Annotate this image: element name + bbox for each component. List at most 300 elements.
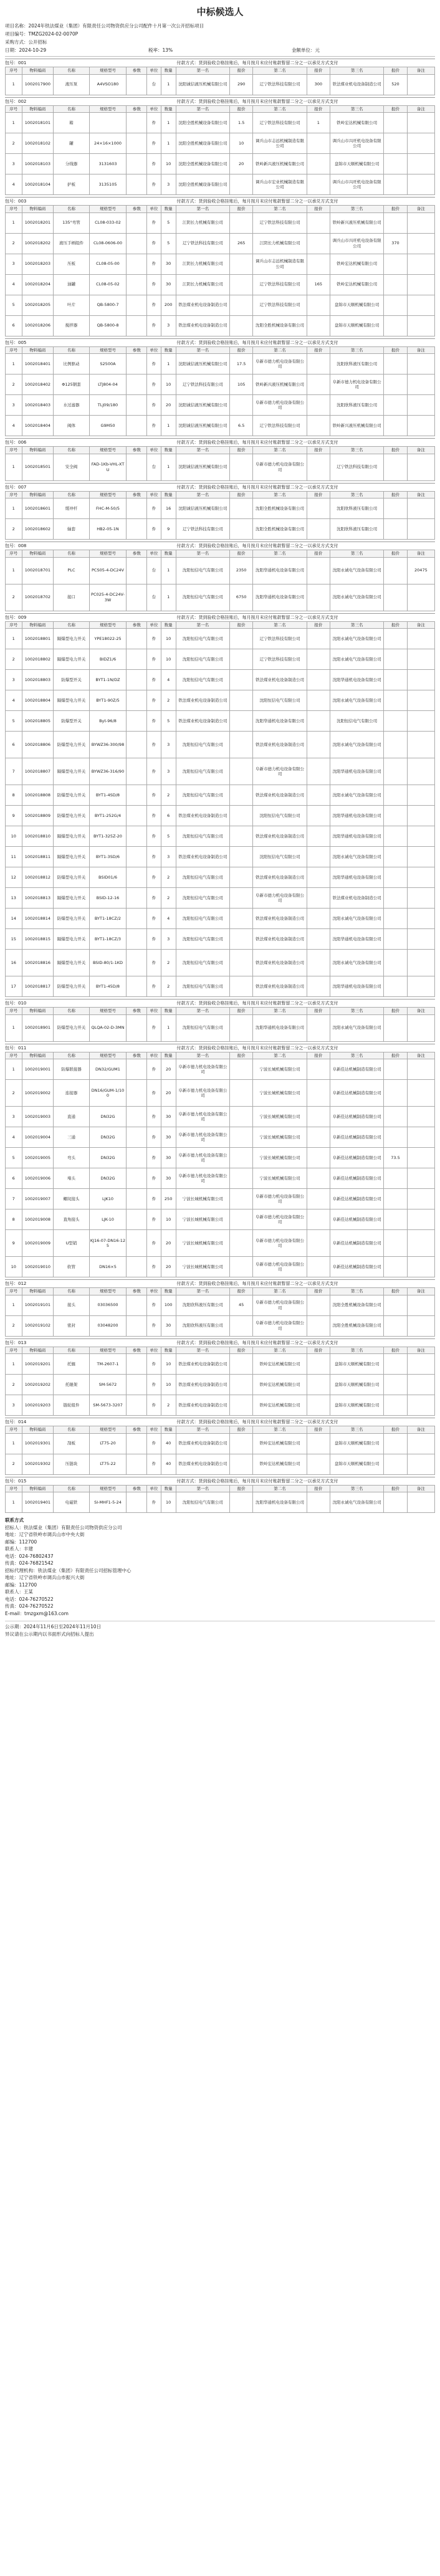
table-row — [6, 1168, 435, 1189]
cell-tp — [384, 909, 408, 929]
cell-tp — [384, 826, 408, 847]
agent-fax: 传真：024-76270522 — [5, 1603, 54, 1609]
cell-qty: 200 — [161, 295, 176, 315]
cell-second: 铁法煤业机电设备制造公司 — [253, 826, 307, 847]
cell-name: Φ125钢套 — [54, 374, 89, 395]
table-row — [6, 1127, 435, 1148]
header-param: 参数 — [127, 67, 147, 75]
cell-first: 宁波长城机械有限公司 — [176, 1257, 229, 1277]
cell-sp — [307, 1492, 330, 1513]
cell-second: 铁岭宏达机械有限公司 — [253, 1375, 307, 1395]
cell-code: 1002018801 — [22, 629, 54, 649]
header-first-price: 报价 — [229, 1288, 253, 1295]
cell-unit: 件 — [147, 295, 161, 315]
cell-qty: 9 — [161, 519, 176, 540]
cell-unit: 件 — [147, 867, 161, 888]
cell-code: 1002019007 — [22, 1189, 54, 1209]
cell-unit: 件 — [147, 649, 161, 670]
cell-sp — [307, 909, 330, 929]
header-third-price: 报价 — [384, 1426, 408, 1434]
cell-qty: 2 — [161, 785, 176, 806]
cell-spec: BSID01/6 — [89, 867, 127, 888]
cell-tp — [384, 711, 408, 732]
cell-unit: 件 — [147, 1230, 161, 1257]
cell-qty: 1 — [161, 74, 176, 95]
cell-tp — [384, 212, 408, 233]
cell-seq: 1 — [6, 454, 22, 480]
cell-spec: FAD-1Kb-VHL-XTU — [89, 454, 127, 480]
cell-unit: 台 — [147, 74, 161, 95]
cell-third: 沈阳永诚电气设备有限公司 — [330, 785, 384, 806]
package-table — [5, 550, 435, 611]
cell-note — [407, 1059, 434, 1080]
header-seq: 序号 — [6, 206, 22, 213]
table-row — [6, 1354, 435, 1375]
table-row — [6, 1014, 435, 1041]
cell-code: 1002018602 — [22, 519, 54, 540]
cell-param — [127, 557, 147, 584]
payment-terms: 付款方式：货到验收合格挂账后，每月按月末应付账款暂留二分之一以承兑方式支付 — [176, 440, 338, 445]
package-number: 包号：006 — [5, 440, 27, 445]
payment-terms: 付款方式：货到验收合格挂账后，每月按月末应付账款暂留二分之一以承兑方式支付 — [176, 1001, 338, 1006]
cell-tp — [384, 1168, 408, 1189]
cell-second: 沈阳全胜机械设备有限公司 — [253, 519, 307, 540]
cell-note — [407, 254, 434, 274]
cell-sp — [307, 826, 330, 847]
header-qty: 数量 — [161, 621, 176, 629]
header-note: 备注 — [407, 621, 434, 629]
cell-unit: 件 — [147, 374, 161, 395]
cell-spec: SM-5673-3207 — [89, 1395, 127, 1416]
cell-sp — [307, 212, 330, 233]
cell-seq: 1 — [6, 212, 22, 233]
cell-unit: 件 — [147, 711, 161, 732]
cell-second: 沈阳华通机电设备有限公司 — [253, 557, 307, 584]
cell-param — [127, 74, 147, 95]
cell-fp — [229, 212, 253, 233]
cell-note — [407, 74, 434, 95]
header-name: 名称 — [54, 206, 89, 213]
tenderer-fax: 传真：024-76821542 — [5, 1560, 54, 1566]
header-second-price: 报价 — [307, 550, 330, 558]
cell-first: 沈阳诚信液压机械有限公司 — [176, 354, 229, 374]
cell-fp — [229, 519, 253, 540]
cell-third: 调兵山市兴旺机电设备有限公司 — [330, 133, 384, 154]
cell-param — [127, 1295, 147, 1315]
header-param: 参数 — [127, 1347, 147, 1354]
table-row — [6, 1230, 435, 1257]
header-note: 备注 — [407, 1485, 434, 1492]
agent-email[interactable]: E-mail：tmzgxm@163.com — [5, 1610, 69, 1616]
table-row — [6, 315, 435, 336]
header-seq: 序号 — [6, 550, 22, 558]
cell-note — [407, 1209, 434, 1230]
cell-second: 沈阳恒信电气有限公司 — [253, 847, 307, 867]
cell-seq: 14 — [6, 909, 22, 929]
cell-spec: BYT1-1N/DZ — [89, 670, 127, 690]
cell-unit: 件 — [147, 806, 161, 826]
cell-unit: 件 — [147, 1354, 161, 1375]
cell-param — [127, 929, 147, 950]
header-second: 第二名 — [253, 1426, 307, 1434]
project-name: 项目名称：2024年铁法煤业（集团）有限责任公司物资供应分公司配件十月第一次公开招标项目 — [5, 23, 204, 29]
header-first: 第一名 — [176, 105, 229, 113]
cell-name: 防爆型电力开关 — [54, 976, 89, 997]
cell-seq: 6 — [6, 315, 22, 336]
cell-qty: 30 — [161, 274, 176, 295]
header-unit: 单位 — [147, 1052, 161, 1059]
cell-fp: 45 — [229, 1295, 253, 1315]
cell-third: 沈阳永诚电气设备有限公司 — [330, 1014, 384, 1041]
cell-second: 宁波长城机械有限公司 — [253, 1148, 307, 1168]
package-table — [5, 621, 435, 998]
cell-name: 搅拌器 — [54, 315, 89, 336]
cell-tp — [384, 1189, 408, 1209]
tenderer-address: 地址：辽宁省铁岭市调兵山市中央大街 — [5, 1532, 85, 1537]
project-meta — [5, 22, 435, 57]
package-number: 包号：015 — [5, 1478, 27, 1484]
cell-sp — [307, 1209, 330, 1230]
cell-fp: 20 — [229, 154, 253, 174]
cell-spec: BSID-80/1-1KD — [89, 950, 127, 976]
cell-fp — [229, 1354, 253, 1375]
package — [5, 1279, 435, 1337]
cell-qty: 2 — [161, 690, 176, 711]
cell-unit: 件 — [147, 254, 161, 274]
package-table — [5, 205, 435, 336]
cell-note — [407, 950, 434, 976]
cell-sp: 165 — [307, 274, 330, 295]
cell-first: 沈阳恒信电气有限公司 — [176, 950, 229, 976]
cell-qty: 20 — [161, 1080, 176, 1107]
header-seq: 序号 — [6, 1008, 22, 1015]
cell-unit: 件 — [147, 1080, 161, 1107]
cell-spec: BYT1-45D/8 — [89, 976, 127, 997]
cell-code: 1002019202 — [22, 1375, 54, 1395]
package — [5, 483, 435, 540]
cell-param — [127, 758, 147, 785]
table-row — [6, 1375, 435, 1395]
cell-note — [407, 847, 434, 867]
cell-seq: 4 — [6, 174, 22, 195]
header-code: 物料编码 — [22, 1008, 54, 1015]
cell-spec: LT75-22 — [89, 1454, 127, 1474]
cell-unit: 件 — [147, 976, 161, 997]
cell-first: 沈阳欣科液压有限公司 — [176, 1315, 229, 1336]
package-header — [5, 1279, 435, 1287]
cell-sp — [307, 133, 330, 154]
contact-section — [5, 1517, 435, 1617]
cell-tp — [384, 806, 408, 826]
package-table — [5, 1007, 435, 1042]
header-code: 物料编码 — [22, 491, 54, 499]
cell-param — [127, 1230, 147, 1257]
cell-seq: 2 — [6, 649, 22, 670]
cell-param — [127, 274, 147, 295]
cell-tp — [384, 1014, 408, 1041]
header-note: 备注 — [407, 1052, 434, 1059]
agent-person: 联系人：王某 — [5, 1589, 33, 1595]
cell-spec: TLJ09/180 — [89, 395, 127, 416]
cell-name: 托辊 — [54, 1354, 89, 1375]
header-name: 名称 — [54, 491, 89, 499]
cell-seq: 6 — [6, 732, 22, 758]
header-qty: 数量 — [161, 1347, 176, 1354]
cell-sp — [307, 1354, 330, 1375]
cell-first: 沈阳恒信电气有限公司 — [176, 826, 229, 847]
cell-code: 1002018702 — [22, 584, 54, 611]
package — [5, 613, 435, 998]
cell-qty: 30 — [161, 1127, 176, 1148]
cell-sp — [307, 929, 330, 950]
cell-unit: 件 — [147, 1189, 161, 1209]
cell-seq: 13 — [6, 888, 22, 909]
cell-seq: 1 — [6, 557, 22, 584]
cell-code: 1002018804 — [22, 690, 54, 711]
cell-code: 1002019302 — [22, 1454, 54, 1474]
cell-param — [127, 670, 147, 690]
cell-first: 铁法煤业机电设备制造公司 — [176, 315, 229, 336]
cell-seq: 3 — [6, 154, 22, 174]
cell-spec: LJK-10 — [89, 1209, 127, 1230]
cell-fp — [229, 950, 253, 976]
cell-seq: 3 — [6, 670, 22, 690]
cell-sp — [307, 584, 330, 611]
header-second: 第二名 — [253, 1485, 307, 1492]
header-third: 第三名 — [330, 1347, 384, 1354]
cell-sp — [307, 1295, 330, 1315]
header-spec: 规格型号 — [89, 550, 127, 558]
cell-third: 盘锦市天顺机械有限公司 — [330, 1395, 384, 1416]
project-no: 项目编号：TMZG2024-02-0070P — [5, 31, 79, 37]
cell-spec: Byt-96/8 — [89, 711, 127, 732]
cell-unit: 件 — [147, 1059, 161, 1080]
cell-tp: 520 — [384, 74, 408, 95]
header-second: 第二名 — [253, 206, 307, 213]
cell-note — [407, 1014, 434, 1041]
cell-second: 辽宁铁法科技有限公司 — [253, 113, 307, 133]
cell-first: 铁法煤业机电设备制造公司 — [176, 1375, 229, 1395]
cell-note — [407, 758, 434, 785]
package-header — [5, 1477, 435, 1485]
cell-seq: 7 — [6, 758, 22, 785]
header-first-price: 报价 — [229, 105, 253, 113]
cell-name: 箱 — [54, 113, 89, 133]
cell-first: 沈阳恒信电气有限公司 — [176, 785, 229, 806]
cell-note — [407, 1354, 434, 1375]
cell-fp — [229, 295, 253, 315]
cell-third: 沈阳永诚电气设备有限公司 — [330, 950, 384, 976]
header-name: 名称 — [54, 1288, 89, 1295]
cell-second: 宁波长城机械有限公司 — [253, 1168, 307, 1189]
cell-third: 辽宁铁法科技有限公司 — [330, 454, 384, 480]
header-second: 第二名 — [253, 491, 307, 499]
package-table — [5, 346, 435, 437]
cell-param — [127, 1080, 147, 1107]
cell-name: 轴套 — [54, 519, 89, 540]
payment-terms: 付款方式：货到验收合格挂账后，每月按月末应付账款暂留二分之一以承兑方式支付 — [176, 340, 338, 345]
cell-code: 1002019002 — [22, 1080, 54, 1107]
cell-spec: BYT1-90Z/5 — [89, 690, 127, 711]
package-number: 包号：009 — [5, 614, 27, 620]
cell-param — [127, 1433, 147, 1454]
cell-note — [407, 1230, 434, 1257]
cell-fp: 17.5 — [229, 354, 253, 374]
cell-seq: 1 — [6, 1354, 22, 1375]
cell-seq: 4 — [6, 416, 22, 436]
cell-unit: 件 — [147, 1395, 161, 1416]
header-seq: 序号 — [6, 346, 22, 354]
cell-second: 铁法煤业机电设备制造公司 — [253, 929, 307, 950]
cell-seq: 2 — [6, 519, 22, 540]
cell-param — [127, 113, 147, 133]
cell-second: 铁法煤业机电设备制造公司 — [253, 976, 307, 997]
cell-sp — [307, 1315, 330, 1336]
cell-name: 压链块 — [54, 1454, 89, 1474]
cell-code: 1002019301 — [22, 1433, 54, 1454]
cell-fp — [229, 499, 253, 519]
cell-tp — [384, 847, 408, 867]
cell-unit: 件 — [147, 1107, 161, 1127]
cell-note — [407, 1454, 434, 1474]
cell-code: 1002018102 — [22, 133, 54, 154]
header-third-price: 报价 — [384, 1288, 408, 1295]
cell-fp — [229, 1454, 253, 1474]
package-table — [5, 1287, 435, 1337]
table-row — [6, 785, 435, 806]
cell-seq: 4 — [6, 1127, 22, 1148]
cell-qty: 10 — [161, 1209, 176, 1230]
cell-second: 沈阳全胜机械设备有限公司 — [253, 499, 307, 519]
cell-third: 沈阳永诚电气设备有限公司 — [330, 584, 384, 611]
cell-third: 阜新市德力机电设备有限公司 — [330, 374, 384, 395]
table-row — [6, 670, 435, 690]
header-seq: 序号 — [6, 67, 22, 75]
cell-qty: 10 — [161, 629, 176, 649]
cell-unit: 件 — [147, 950, 161, 976]
table-row — [6, 690, 435, 711]
header-first: 第一名 — [176, 67, 229, 75]
cell-first: 沈阳恒信电气有限公司 — [176, 629, 229, 649]
package-header — [5, 1338, 435, 1347]
cell-param — [127, 133, 147, 154]
cell-seq: 7 — [6, 1189, 22, 1209]
cell-third: 沈阳华通机电设备有限公司 — [330, 826, 384, 847]
header-first-price: 报价 — [229, 67, 253, 75]
cell-first: 沈阳恒信电气有限公司 — [176, 557, 229, 584]
cell-spec: BIDZ1/6 — [89, 649, 127, 670]
cell-first: 铁法煤业机电设备制造公司 — [176, 1433, 229, 1454]
cell-spec: 3131603 — [89, 154, 127, 174]
header-third: 第三名 — [330, 447, 384, 454]
cell-name: 防爆型开关 — [54, 711, 89, 732]
cell-fp — [229, 274, 253, 295]
cell-name: 隔爆型电力开关 — [54, 847, 89, 867]
cell-name: 连接器 — [54, 1080, 89, 1107]
header-second-price: 报价 — [307, 1485, 330, 1492]
cell-note — [407, 1295, 434, 1315]
cell-seq: 5 — [6, 711, 22, 732]
cell-code: 1002018811 — [22, 847, 54, 867]
cell-sp — [307, 557, 330, 584]
cell-spec: QB-5800-7 — [89, 295, 127, 315]
cell-code: 1002018401 — [22, 354, 54, 374]
cell-fp — [229, 1014, 253, 1041]
payment-terms: 付款方式：货到验收合格挂账后，每月按月末应付账款暂留二分之一以承兑方式支付 — [176, 614, 338, 620]
cell-second: 辽宁铁法科技有限公司 — [253, 274, 307, 295]
header-first: 第一名 — [176, 346, 229, 354]
cell-note — [407, 154, 434, 174]
cell-code: 1002018812 — [22, 867, 54, 888]
package-header — [5, 59, 435, 67]
header-third: 第三名 — [330, 67, 384, 75]
table-row — [6, 1059, 435, 1080]
cell-param — [127, 295, 147, 315]
cell-tp — [384, 454, 408, 480]
cell-second: 江阴长力机械有限公司 — [253, 233, 307, 254]
table-row — [6, 154, 435, 174]
cell-fp — [229, 454, 253, 480]
cell-tp — [384, 1375, 408, 1395]
header-second-price: 报价 — [307, 1288, 330, 1295]
cell-qty: 20 — [161, 395, 176, 416]
table-row — [6, 1315, 435, 1336]
cell-code: 1002018601 — [22, 499, 54, 519]
cell-third: 沈阳永诚电气设备有限公司 — [330, 1492, 384, 1513]
cell-first: 沈阳恒信电气有限公司 — [176, 867, 229, 888]
header-unit: 单位 — [147, 346, 161, 354]
table-row — [6, 254, 435, 274]
cell-third: 阜新佳达机械制造有限公司 — [330, 1168, 384, 1189]
cell-fp — [229, 649, 253, 670]
cell-tp — [384, 133, 408, 154]
cell-spec: DN16/GUM-1/100 — [89, 1080, 127, 1107]
cell-fp — [229, 976, 253, 997]
cell-tp — [384, 374, 408, 395]
cell-sp — [307, 732, 330, 758]
header-code: 物料编码 — [22, 1347, 54, 1354]
header-first: 第一名 — [176, 206, 229, 213]
payment-terms: 付款方式：货到验收合格挂账后，每月按月末应付账款暂留二分之一以承兑方式支付 — [176, 484, 338, 490]
table-row — [6, 174, 435, 195]
cell-spec: CL08-033-02 — [89, 212, 127, 233]
cell-note — [407, 670, 434, 690]
cell-param — [127, 416, 147, 436]
cell-fp — [229, 785, 253, 806]
cell-tp — [384, 732, 408, 758]
cell-qty: 20 — [161, 1257, 176, 1277]
cell-seq: 9 — [6, 806, 22, 826]
cell-name: 直通 — [54, 1107, 89, 1127]
cell-name: 密封 — [54, 1315, 89, 1336]
header-code: 物料编码 — [22, 550, 54, 558]
cell-note — [407, 113, 434, 133]
cell-first: 沈阳恒信电气有限公司 — [176, 888, 229, 909]
cell-tp: 370 — [384, 233, 408, 254]
header-third: 第三名 — [330, 621, 384, 629]
payment-terms: 付款方式：货到验收合格挂账后，每月按月末应付账款暂留二分之一以承兑方式支付 — [176, 1478, 338, 1484]
cell-spec: BYWZ36-300/98 — [89, 732, 127, 758]
cell-note — [407, 499, 434, 519]
header-seq: 序号 — [6, 1288, 22, 1295]
cell-seq: 1 — [6, 113, 22, 133]
cell-spec: SI-MHF1-5-24 — [89, 1492, 127, 1513]
package-header — [5, 999, 435, 1007]
cell-sp — [307, 1230, 330, 1257]
cell-fp — [229, 867, 253, 888]
header-qty: 数量 — [161, 550, 176, 558]
cell-unit: 件 — [147, 1168, 161, 1189]
